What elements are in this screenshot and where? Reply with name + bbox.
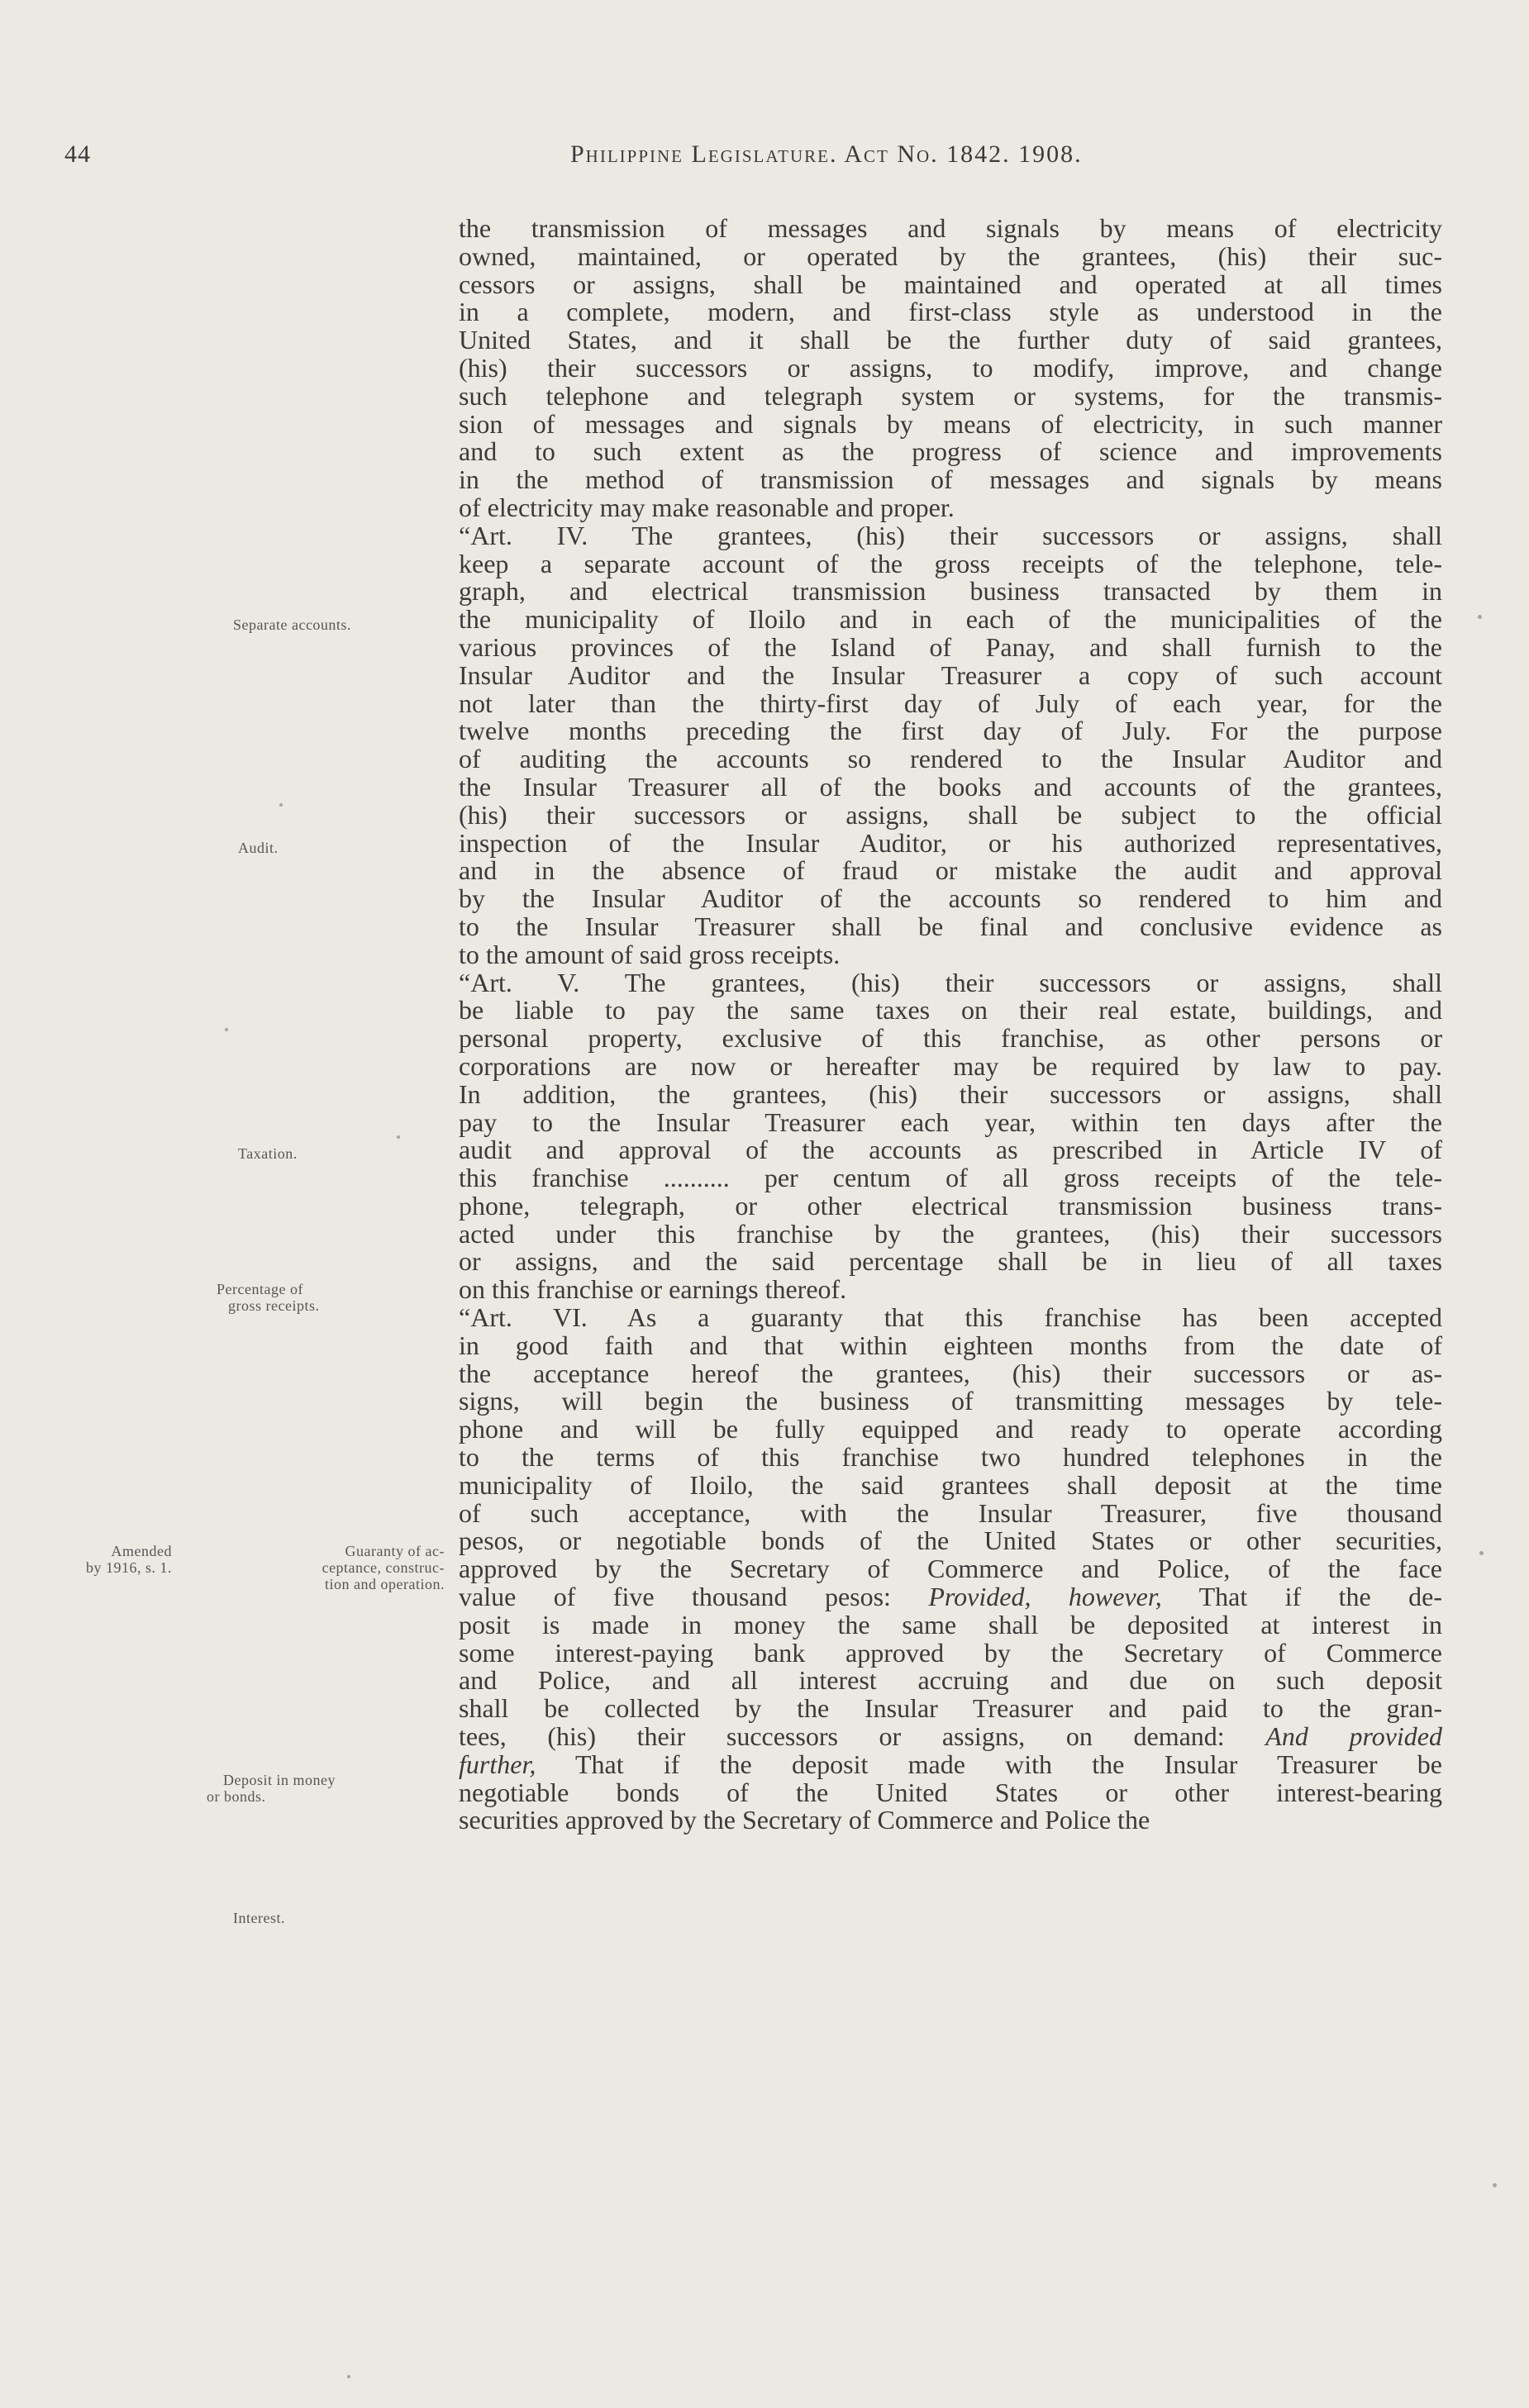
body-line: pesos, or negotiable bonds of the United States or other securities,	[459, 1525, 1442, 1556]
body-line: of such acceptance, with the Insular Treasurer, five thousand	[459, 1497, 1442, 1528]
body-line: United States, and it shall be the further duty of said grantees,	[459, 325, 1442, 355]
body-line: cessors or assigns, shall be maintained and operated at all times	[459, 269, 1442, 299]
body-line: various provinces of the Island of Panay, and shall furnish to the	[459, 631, 1442, 662]
margin-note-interest: Interest.	[233, 1910, 285, 1926]
body-line: and in the absence of fraud or mistake the audit and approval	[459, 855, 1442, 886]
body-line: the transmission of messages and signals by means of electricity	[459, 213, 1442, 243]
italic-proviso: And provided	[1265, 1721, 1443, 1752]
body-line: personal property, exclusive of this franchise, as other persons or	[459, 1023, 1442, 1054]
margin-note-taxation: Taxation.	[238, 1145, 298, 1162]
body-line: such telephone and telegraph system or systems, for the transmis-	[459, 380, 1442, 411]
body-line: phone, telegraph, or other electrical transmission business trans-	[459, 1190, 1442, 1221]
body-line: shall be collected by the Insular Treasurer and paid to the gran-	[459, 1693, 1442, 1724]
margin-note-amended-line1: Amended	[111, 1543, 173, 1559]
body-line: of electricity may make reasonable and proper.	[459, 492, 955, 522]
body-line: to the Insular Treasurer shall be final and conclusive evidence as	[459, 911, 1442, 941]
body-line: audit and approval of the accounts as prescribed in Article IV of	[459, 1135, 1442, 1165]
body-line: (his) their successors or assigns, to modify, improve, and change	[459, 352, 1442, 383]
body-line: and Police, and all interest accruing and due on such deposit	[459, 1665, 1442, 1696]
body-line: approved by the Secretary of Commerce and Police, of the face	[459, 1554, 1442, 1584]
body-line: securities approved by the Secretary of Commerce and Police the	[459, 1805, 1150, 1835]
body-line: in a complete, modern, and first-class style as understood in the	[459, 297, 1442, 327]
body-line: some interest-paying bank approved by the Secretary of Commerce	[459, 1637, 1442, 1668]
italic-proviso: further,	[459, 1749, 536, 1779]
margin-note-deposit	[207, 1772, 446, 1805]
body-line: in the method of transmission of messages and signals by means	[459, 464, 1442, 495]
margin-note-guaranty-line1: Guaranty of ac-	[345, 1543, 445, 1559]
body-line: the municipality of Iloilo and in each of the municipalities of the	[459, 604, 1442, 635]
body-line: negotiable bonds of the United States or other interest-bearing	[459, 1777, 1442, 1807]
body-line: not later than the thirty-first day of July of each year, for the	[459, 688, 1442, 718]
body-line: keep a separate account of the gross receipts of the telephone, tele-	[459, 548, 1442, 578]
body-line: phone and will be fully equipped and ready to operate according	[459, 1414, 1442, 1444]
body-line: signs, will begin the business of transmitting messages by tele-	[459, 1386, 1442, 1416]
body-line: of auditing the accounts so rendered to the Insular Auditor and	[459, 744, 1442, 774]
body-line: “Art. V. The grantees, (his) their successors or assigns, shall	[459, 967, 1442, 997]
body-line: to the terms of this franchise two hundred telephones in the	[459, 1442, 1442, 1473]
italic-proviso: Provided, however,	[928, 1582, 1162, 1612]
body-line: the acceptance hereof the grantees, (his) their successors or as-	[459, 1358, 1442, 1388]
scan-speck	[1479, 1551, 1484, 1555]
body-line: be liable to pay the same taxes on their real estate, buildings, and	[459, 995, 1442, 1026]
margin-note-percentage-line1: Percentage of	[217, 1281, 303, 1297]
margin-note-percentage	[217, 1281, 456, 1314]
body-line: “Art. IV. The grantees, (his) their successors or assigns, shall	[459, 520, 1442, 550]
margin-note-amended-line2: by 1916, s. 1.	[86, 1559, 173, 1576]
body-line: acted under this franchise by the grantees, (his) their successors	[459, 1218, 1442, 1249]
scan-speck	[1478, 615, 1482, 619]
body-line: posit is made in money the same shall be deposited at interest in	[459, 1609, 1442, 1639]
margin-note-deposit-line2: or bonds.	[207, 1788, 266, 1805]
page-number: 44	[64, 140, 91, 168]
body-line: “Art. VI. As a guaranty that this franchise has been accepted	[459, 1302, 1442, 1333]
running-head: Philippine Legislature. Act No. 1842. 1908.	[570, 140, 1083, 168]
body-line: owned, maintained, or operated by the grantees, (his) their suc-	[459, 240, 1442, 271]
scan-speck	[279, 803, 283, 807]
body-line: or assigns, and the said percentage shall be in lieu of all taxes	[459, 1246, 1442, 1277]
body-line: this franchise .......... per centum of all gross receipts of the tele-	[459, 1163, 1442, 1193]
margin-note-percentage-line2: gross receipts.	[228, 1297, 320, 1314]
body-line: and to such extent as the progress of science and improvements	[459, 436, 1442, 467]
body-line: graph, and electrical transmission business transacted by them in	[459, 576, 1442, 607]
margin-note-guaranty-line3: tion and operation.	[325, 1576, 445, 1592]
body-line: municipality of Iloilo, the said grantees shall deposit at the time	[459, 1469, 1442, 1500]
margin-note-guaranty	[221, 1543, 445, 1592]
scan-speck	[1493, 2183, 1497, 2187]
body-line: on this franchise or earnings thereof.	[459, 1274, 847, 1305]
body-line: further, That if the deposit made with the Insular Treasurer be	[459, 1749, 1442, 1779]
body-line: value of five thousand pesos: Provided, however, That if the de-	[459, 1582, 1442, 1612]
body-line: tees, (his) their successors or assigns, on demand: And provided	[459, 1721, 1443, 1752]
body-line: the Insular Treasurer all of the books and accounts of the grantees,	[459, 771, 1442, 802]
margin-note-amended	[86, 1543, 172, 1576]
body-line: corporations are now or hereafter may be required by law to pay.	[459, 1050, 1442, 1081]
scan-speck	[225, 1028, 228, 1031]
body-line: twelve months preceding the first day of July. For the purpose	[459, 716, 1442, 746]
body-line: in good faith and that within eighteen months from the date of	[459, 1330, 1442, 1360]
body-line: In addition, the grantees, (his) their successors or assigns, shall	[459, 1078, 1442, 1109]
margin-note-guaranty-line2: ceptance, construc-	[322, 1559, 445, 1576]
body-line: to the amount of said gross receipts.	[459, 939, 841, 969]
scan-speck	[397, 1135, 400, 1139]
margin-note-deposit-line1: Deposit in money	[223, 1772, 336, 1788]
body-line: (his) their successors or assigns, shall be subject to the official	[459, 799, 1442, 830]
body-text	[459, 215, 1442, 1835]
body-line: by the Insular Auditor of the accounts so rendered to him and	[459, 883, 1442, 914]
scan-speck	[347, 2375, 350, 2378]
body-line: sion of messages and signals by means of electricity, in such manner	[459, 408, 1442, 439]
body-line: inspection of the Insular Auditor, or his authorized representatives,	[459, 827, 1442, 858]
body-line: Insular Auditor and the Insular Treasurer a copy of such account	[459, 659, 1442, 690]
margin-note-audit: Audit.	[238, 840, 279, 856]
body-line: pay to the Insular Treasurer each year, within ten days after the	[459, 1106, 1442, 1137]
margin-note-separate-accounts: Separate accounts.	[233, 616, 351, 633]
